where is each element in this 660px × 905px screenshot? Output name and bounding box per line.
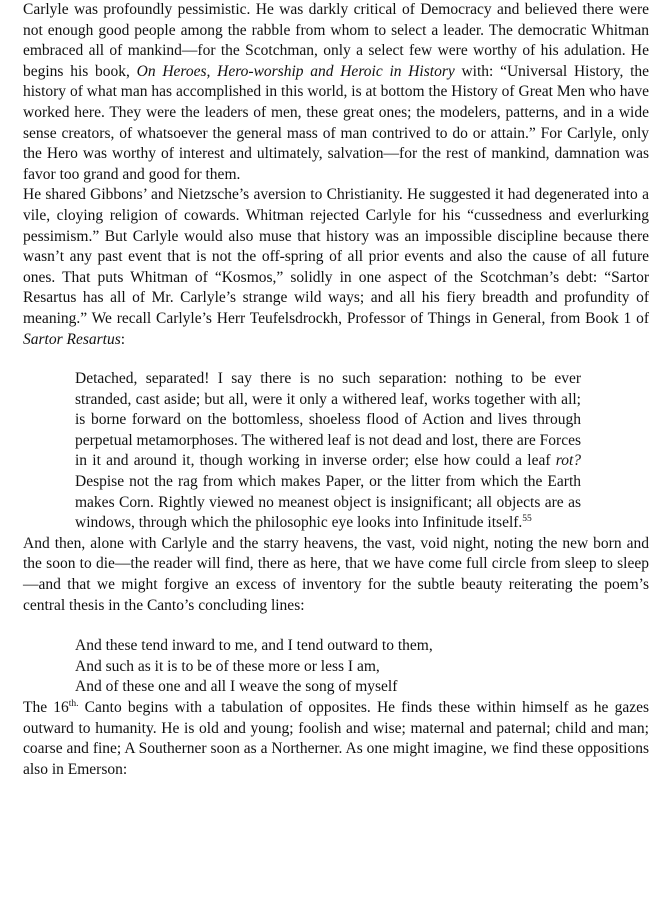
verse-line: And these tend inward to me, and I tend outward to them, [75, 637, 433, 655]
block-quote-sartor-resartus [75, 369, 581, 534]
paragraph-text: Carlyle was profoundly pessimistic. He was darkly critical of Democracy and believed there were not enough good people among the rabble from whom to select a leader. The democratic Whitman embraced all of mankind—for the Scotchman, only a select few were worthy of his adulation. He begins his book, [23, 1, 649, 80]
paragraph-text: with: “Universal History, the history of what man has accomplished in this world, is at bottom the History of Great Men who have worked here. They were the leaders of men, these great ones; the modelers, patterns, and in a wide sense creators, of whatsoever the general mass of man contrived to do or attain.” For Carlyle, only the Hero was worthy of interest and ultimately, salvation—for the rest of mankind, damnation was favor too grand and good for them. [23, 62, 649, 183]
document-page [23, 0, 649, 780]
footnote-marker[interactable]: 55 [522, 514, 532, 525]
verse-block [75, 636, 649, 698]
verse-line: And of these one and all I weave the song of myself [75, 678, 398, 696]
paragraph-carlyle-pessimism [23, 0, 649, 185]
paragraph-text: : [120, 330, 126, 348]
ordinal-suffix: th. [68, 698, 79, 709]
quote-text: Despise not the rag from which makes Paper, or the litter from which the Earth makes Corn. Rightly viewed no meanest object is insignificant; all objects are as windows, through which the philosophic eye looks into Infinitude itself. [75, 473, 581, 532]
paragraph-text: Canto begins with a tabulation of opposites. He finds these within himself as he gazes outward to humanity. He is old and young; foolish and wise; maternal and paternal; child and man; coarse and fine; A Southerner soon as a Northerner. As one might imagine, we find these oppositions also in Emerson: [23, 699, 649, 778]
paragraph-full-circle: And then, alone with Carlyle and the starry heavens, the vast, void night, noting the new born and the soon to die—the reader will find, there as here, that we have come full circle from sleep to sleep—and that we might forgive an excess of inventory for the subtle beauty reiterating the poem’s central thesis in the Canto’s concluding lines: [23, 534, 649, 614]
paragraph-text: The 16 [23, 699, 69, 716]
book-title-on-heroes: On Heroes, Hero-worship and Heroic in History [136, 62, 455, 80]
paragraph-sixteenth-canto [23, 698, 649, 780]
paragraph-text: He shared Gibbons’ and Nietzsche’s aversion to Christianity. He suggested it had degenerated into a vile, cloying religion of cowards. Whitman rejected Carlyle for his “cussedness and everlurking pessimism.” But Carlyle would also muse that history was an impossible discipline because there wasn’t any past event that is not the off-spring of all prior events and also the cause of all future ones. That puts Whitman of “Kosmos,” solidly in one aspect of the Scotchman’s debt: “Sartor Resartus has all of Mr. Carlyle’s strange wild ways; and all his fiery breadth and profundity of meaning.” We recall Carlyle’s Herr Teufelsdrockh, Professor of Things in General, from Book 1 of [23, 186, 649, 327]
paragraph-christianity-aversion [23, 185, 649, 350]
quote-text: Detached, separated! I say there is no such separation: nothing to be ever stranded, cast aside; but all, were it only a withered leaf, works together with all; is borne forward on the bottomless, shoeless flood of Action and lives through perpetual metamorphoses. The withered leaf is not dead and lost, there are Forces in it and around it, though working in inverse order; else how could a leaf [75, 370, 581, 470]
quote-emphasis: rot? [555, 452, 581, 470]
book-title-sartor-resartus: Sartor Resartus [23, 330, 121, 348]
verse-line: And such as it is to be of these more or less I am, [75, 657, 380, 675]
